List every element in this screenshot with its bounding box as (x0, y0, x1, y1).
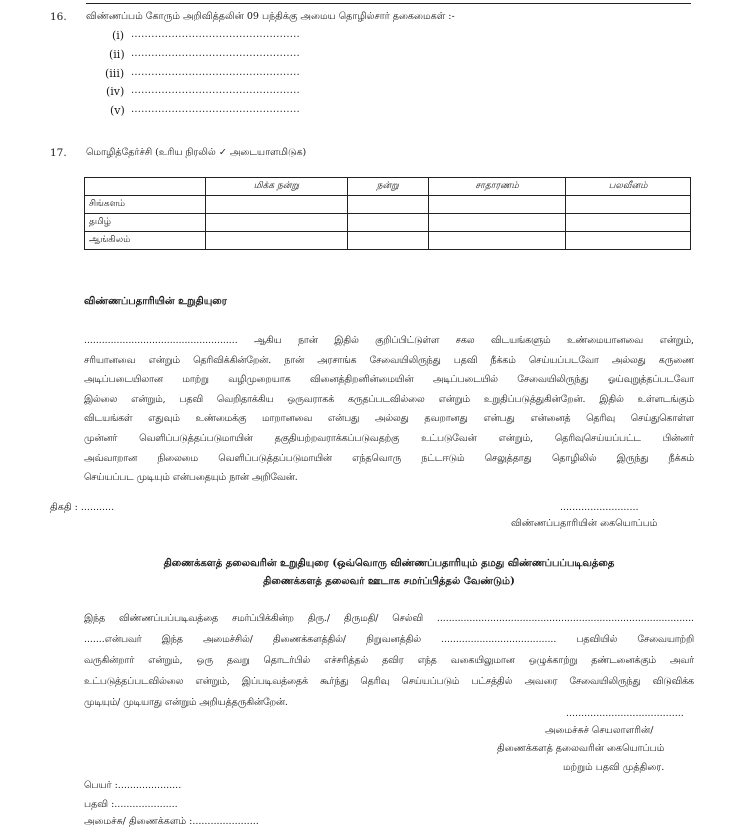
declaration-line: சரியானவை என்றும் தெரிவிக்கின்றேன். நான் அரசாங்க சேவையிலிருந்து பதவி நீக்கம் செய்யப்படவோ அல்லது கருணை (84, 354, 694, 366)
tick-cell[interactable] (566, 214, 691, 232)
hod-signature-field[interactable]: ....................................... (566, 708, 684, 719)
applicant-signature-label: விண்ணப்பதாரியின் கையொப்பம் (511, 518, 658, 529)
q16-item-field[interactable]: .................................................. (131, 29, 300, 40)
q16-item-label: (iv) (106, 85, 125, 98)
q16-item-field[interactable]: .................................................. (131, 48, 300, 59)
q16-item-label: (i) (112, 29, 125, 42)
date-field[interactable]: திகதி : ........... (50, 502, 115, 513)
tick-cell[interactable] (206, 196, 348, 214)
hod-declaration-text (84, 608, 694, 713)
q16-number: 16. (50, 11, 67, 23)
tick-cell[interactable] (428, 214, 565, 232)
tick-cell[interactable] (347, 232, 428, 250)
q17-text: மொழித்தேர்ச்சி (உரிய நிரலில் ✓ அடையாளமிடுக) (86, 147, 307, 158)
declaration-line: அடிப்படையிலான மாற்று வழிமுறையாக வினைத்திறனின்மையின் அடிப்படையில் சேவையிலிருந்து ஓய்வுறுத்தப்படவோ (84, 374, 694, 386)
applicant-declaration-text (84, 331, 694, 488)
hod-declaration-heading: திணைக்களத் தலைவரின் உறுதியுரை (ஒவ்வொரு விண்ணப்பதாரியும் தமது விண்ணப்பப்படிவத்தை (163, 558, 615, 569)
q16-item-label: (iii) (105, 67, 125, 80)
declaration-line: விடயங்கள் எதுவும் உண்மைக்கு மாறானவை என்பது அல்லது தவறானது என்பது என்னைத் தெரிவு செய்துகொள்ள (84, 413, 694, 425)
applicant-declaration-heading: விண்ணப்பதாரியின் உறுதியுரை (84, 296, 227, 307)
declaration-line: வருகின்றார் என்றும், ஒரு தவறு தொடர்பில் எச்சரித்தல் தவிர எந்த வகையிலுமான ஒழுக்காற்று தண்டனைக்கும் அவர் (84, 655, 694, 666)
row-label: ஆங்கிலம் (85, 232, 206, 250)
tick-cell[interactable] (206, 232, 348, 250)
q16-item-label: (v) (110, 104, 125, 117)
tick-cell[interactable] (428, 232, 565, 250)
ministry-field[interactable]: அமைச்சு/ திணைக்களம் :...................... (84, 816, 259, 827)
applicant-signature-field[interactable]: .......................... (560, 502, 639, 513)
hod-signature-label: திணைக்களத் தலைவரின் கையொப்பம் (497, 743, 665, 754)
language-proficiency-table (84, 177, 691, 250)
post-field[interactable]: பதவி :..................... (84, 799, 178, 810)
declaration-line: உட்படுத்தப்படவில்லை என்றும், இப்படிவத்தைக் கூர்ந்து தெரிவு செய்யப்படும் பட்சத்தில் அவரை சேவையிலிருந்து விடுவிக்க (84, 676, 694, 687)
table-corner-cell (85, 178, 206, 196)
hod-signature-label: அமைச்சுச் செயலாளரின்/ (545, 725, 654, 736)
column-header: சாதாரணம் (428, 178, 565, 196)
row-label: தமிழ் (85, 214, 206, 232)
table-header-row (85, 178, 691, 196)
column-header: நன்று (347, 178, 428, 196)
table-row (85, 196, 691, 214)
declaration-line: அவ்வாறான நிலைமை வெளிப்படுத்தப்படுமாயின் எந்தவொரு நட்டஈடும் செலுத்தாது தொழிலில் இருந்து நீக்கம் (84, 452, 694, 464)
tick-cell[interactable] (347, 196, 428, 214)
declaration-line: முன்னர் வெளிப்படுத்தப்படுமாயின் தகுதியற்றவராக்கப்படுவதற்கு உட்படுவேன் என்றும், தெரிவுசெய்யப்பட்ட பின்னர் (84, 432, 694, 444)
tick-cell[interactable] (206, 214, 348, 232)
tick-cell[interactable] (347, 214, 428, 232)
name-field[interactable]: பெயர் :..................... (84, 780, 182, 791)
hod-signature-label: மற்றும் பதவி முத்திரை. (563, 762, 665, 773)
declaration-line: முடியும்/ முடியாது என்றும் அறியத்தருகின்றேன். (84, 697, 288, 708)
q16-item-label: (ii) (109, 48, 125, 61)
q17-number: 17. (50, 147, 67, 159)
q16-item-field[interactable]: .................................................. (131, 85, 300, 96)
tick-cell[interactable] (566, 232, 691, 250)
declaration-line: செய்யப்பட முடியும் என்பதையும் நான் அறிவேன். (84, 472, 298, 484)
column-header: மிக்க நன்று (206, 178, 348, 196)
declaration-line: இல்லை என்றும், பதவி வெறிதாக்கிய ஒருவராகக் கருதப்படவில்லை என்றும் உறுதிப்படுத்துகின்றேன். இதில் உள்ளடங்கும் (84, 393, 694, 405)
declaration-line: இந்த விண்ணப்பப்படிவத்தை சமர்ப்பிக்கின்ற திரு./ திருமதி/ செல்வி ....................................................................................... (84, 613, 694, 624)
q16-text: விண்ணப்பம் கோரும் அறிவித்தலின் 09 பந்திக்கு அமைய தொழில்சார் தகைமைகள் :- (86, 11, 455, 22)
top-rule (86, 3, 691, 4)
table-row (85, 214, 691, 232)
hod-declaration-heading-cont: திணைக்களத் தலைவர் ஊடாக சமர்ப்பித்தல் வேண்டும்) (263, 576, 515, 587)
column-header: பலவீனம் (566, 178, 691, 196)
tick-cell[interactable] (566, 196, 691, 214)
table-row (85, 232, 691, 250)
row-label: சிங்களம் (85, 196, 206, 214)
declaration-line: .......என்பவர் இந்த அமைச்சில்/ திணைக்களத்தில்/ நிறுவனத்தில் ....................................... பதவியில் சேவையாற்றி (84, 634, 694, 645)
q16-item-field[interactable]: .................................................. (131, 104, 300, 115)
tick-cell[interactable] (428, 196, 565, 214)
declaration-line: .................................................... ஆகிய நான் இதில் குறிப்பிட்டுள்ள சகல விடயங்களும் உண்மையானவை என்றும், (84, 335, 694, 346)
q16-item-field[interactable]: .................................................. (131, 67, 300, 78)
